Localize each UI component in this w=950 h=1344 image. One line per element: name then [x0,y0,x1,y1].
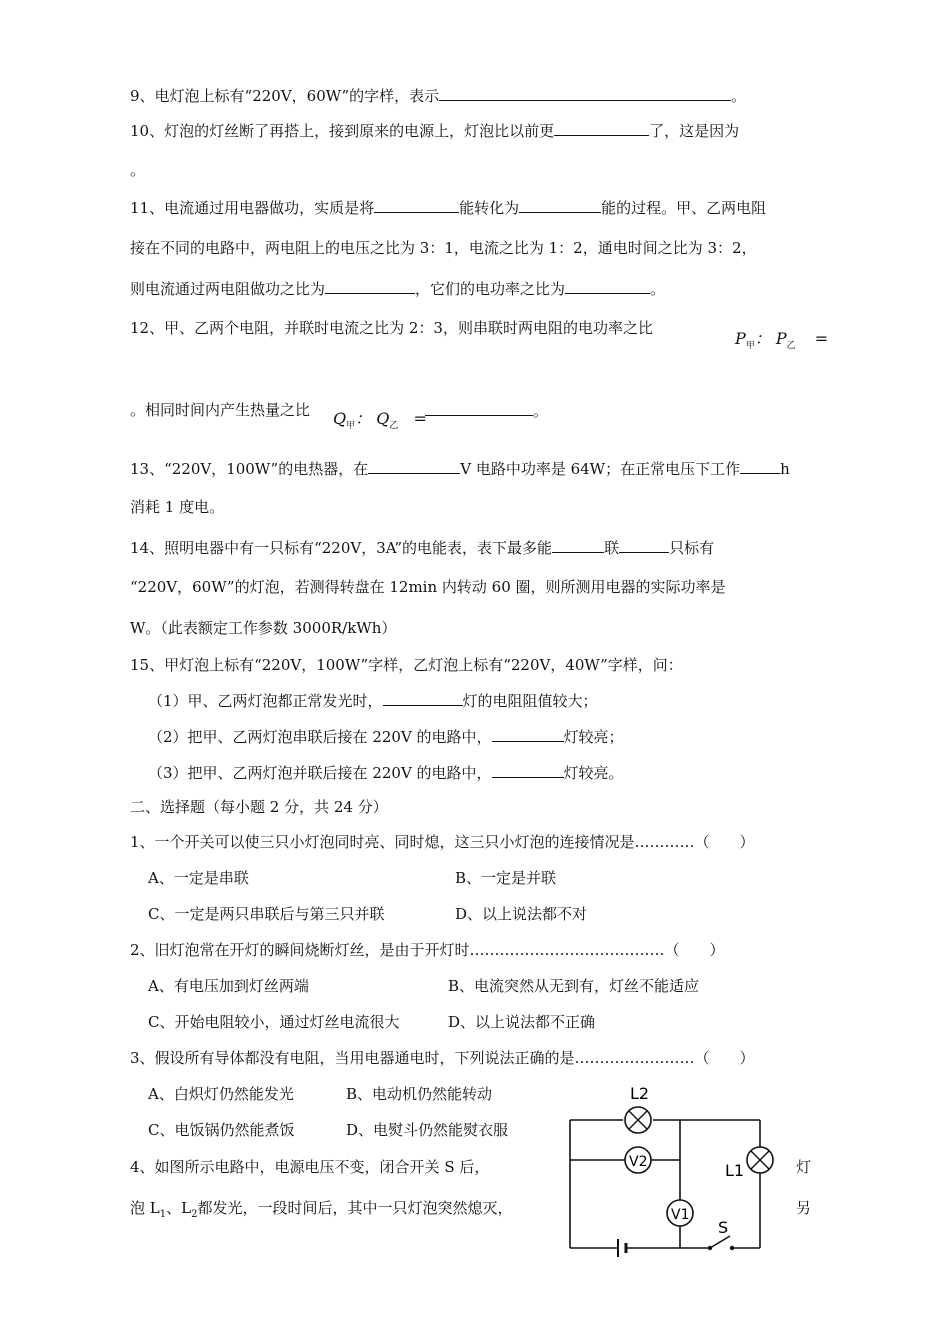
q13-text-b: V 电路中功率是 64W；在正常电压下工作 [460,460,741,478]
q13-blank1[interactable] [368,458,460,474]
lamp-l2-label: L2 [630,1084,650,1103]
c1-stem [130,832,755,852]
q14-text-line3: W。（此表额定工作参数 3000R/kWh） [130,619,397,637]
c4-text-c: 都发光，一段时间后，其中一只灯泡突然熄灭， [197,1199,513,1217]
q15-sub3-text: （3）把甲、乙两灯泡并联后接在 220V 的电路中， [148,764,492,782]
q15-sub3-end: 灯较亮。 [563,764,624,782]
q14-text-b: 联 [604,539,620,557]
ratio-colon: ： [754,329,771,348]
section2-text: 二、选择题（每小题 2 分，共 24 分） [130,798,388,816]
q15-stem-text: 15、甲灯泡上标有“220V，100W”字样，乙灯泡上标有“220V，40W”字样，问： [130,656,683,674]
q14-blank2[interactable] [619,537,669,553]
p-symbol-yi: P [775,329,787,348]
q14-line1 [130,537,714,558]
q9-line [130,85,746,106]
q15-blank3[interactable] [492,762,564,778]
q11-blank2[interactable] [519,197,601,213]
q14-text-a: 14、照明电器中有一只标有“220V，3A”的电能表，表下最多能 [130,539,553,557]
yi-subscript: 乙 [786,341,796,351]
c4-sub2: 2 [191,1209,198,1220]
q11-text-line3b: ，它们的电功率之比为 [415,280,566,298]
battery-icon [618,1239,626,1257]
q9-blank[interactable] [439,85,731,101]
c1-option-a[interactable]: A、一定是串联 [148,869,249,887]
q12-power-ratio [735,326,828,351]
q15-sub1 [148,690,598,711]
c2-stem-text: 2、旧灯泡常在开灯的瞬间烧断灯丝，是由于开灯时…………………………………（ ） [130,941,725,959]
jia-subscript: 甲 [745,341,755,351]
q14-blank1[interactable] [552,537,604,553]
q11-text-c: 能的过程。甲、乙两电阻 [601,199,767,217]
q12-text: 12、甲、乙两个电阻，并联时电流之比为 2：3，则串联时两电阻的电功率之比 [130,319,653,337]
c4-line1-tail: 灯 [796,1158,812,1176]
c1-option-c[interactable]: C、一定是两只串联后与第三只并联 [148,905,385,923]
q13-blank2[interactable] [740,458,780,474]
circuit-diagram [560,1075,790,1260]
q13-line2 [130,497,224,517]
q-jia-subscript: 甲 [346,421,356,431]
q12-end: 。 [533,402,549,420]
q14-line2 [130,577,726,597]
c4-sub1: 1 [159,1209,167,1220]
c2-option-b[interactable]: B、电流突然从无到有，灯丝不能适应 [448,977,700,995]
lamp-l1-icon [747,1147,773,1173]
c3-option-a[interactable]: A、白炽灯仍然能发光 [148,1085,294,1103]
q12-line1 [130,318,653,338]
q15-sub1-text: （1）甲、乙两灯泡都正常发光时， [148,692,383,710]
q10-blank[interactable] [554,120,649,136]
q11-text-line2: 接在不同的电路中，两电阻上的电压之比为 3：1，电流之比为 1：2，通电时间之比为 3：2， [130,239,757,257]
q9-end: 。 [731,87,747,105]
c4-line1 [130,1157,489,1177]
q12-heat-ratio [333,406,427,431]
voltmeter-v1-label: V1 [671,1207,690,1223]
c4-line2-tail: 另 [796,1199,812,1217]
q12-heat-text: 。相同时间内产生热量之比 [130,401,311,419]
q12-blank-row [425,400,548,421]
switch-icon [708,1236,734,1250]
section2-title [130,797,388,817]
c2-stem [130,940,725,960]
c4-line2 [130,1198,512,1225]
c4-text-a: 泡 L [130,1199,160,1217]
c2-option-c[interactable]: C、开始电阻较小，通过灯丝电流很大 [148,1013,400,1031]
q13-text-line2: 消耗 1 度电。 [130,498,225,516]
c3-option-d[interactable]: D、电熨斗仍然能熨衣服 [346,1121,509,1139]
c4-text-b: 、L [166,1199,192,1217]
c2-option-d[interactable]: D、以上说法都不正确 [448,1013,596,1031]
q11-text-line3a: 则电流通过两电阻做功之比为 [130,280,326,298]
equals-sign: = [814,329,829,348]
q-symbol-jia: Q [333,409,347,428]
q11-line3 [130,278,665,299]
q10-text-after: 了，这是因为 [649,122,740,140]
q11-line2 [130,238,757,258]
q12-line2 [130,400,310,420]
q11-text-line3c: 。 [650,280,666,298]
q11-blank3[interactable] [325,278,415,294]
c1-option-d[interactable]: D、以上说法都不对 [455,905,588,923]
lamp-l1-label: L1 [725,1161,745,1180]
q13-text-a: 13、“220V，100W”的电热器，在 [130,460,369,478]
q15-sub2-text: （2）把甲、乙两灯泡串联后接在 220V 的电路中， [148,728,492,746]
q14-text-line2: “220V，60W”的灯泡，若测得转盘在 12min 内转动 60 圈，则所测用电器的实际功率是 [130,578,726,596]
q15-sub2-end: 灯较亮； [563,728,624,746]
q15-sub3 [148,762,624,783]
q13-line1 [130,458,790,479]
c3-option-c[interactable]: C、电饭锅仍然能煮饭 [148,1121,295,1139]
q-symbol-yi: Q [376,409,390,428]
c4-text-line1: 4、如图所示电路中，电源电压不变，闭合开关 S 后， [130,1158,490,1176]
q15-sub1-end: 灯的电阻阻值较大； [462,692,598,710]
q14-line3 [130,618,396,638]
heat-equals-sign: = [413,409,427,428]
c3-option-b[interactable]: B、电动机仍然能转动 [346,1085,493,1103]
q10-line1 [130,120,739,141]
c3-stem [130,1048,755,1068]
q15-sub2 [148,726,624,747]
voltmeter-v2-label: V2 [629,1154,648,1170]
q11-line1 [130,197,766,218]
q11-blank1[interactable] [374,197,459,213]
q9-text: 9、电灯泡上标有“220V，60W”的字样，表示 [130,87,440,105]
q13-text-c: h [780,460,790,478]
q-yi-subscript: 乙 [389,421,399,431]
q11-text-b: 能转化为 [459,199,520,217]
q15-blank1[interactable] [383,690,463,706]
c3-stem-text: 3、假设所有导体都没有电阻，当用电器通电时，下列说法正确的是……………………（ ） [130,1049,755,1067]
q10-line2 [130,160,145,180]
switch-label: S [718,1218,729,1237]
q15-stem [130,655,683,675]
c1-option-b[interactable]: B、一定是并联 [455,869,557,887]
heat-ratio-colon: ： [355,409,372,428]
q14-text-c: 只标有 [669,539,715,557]
p-symbol-jia: P [735,329,746,348]
q12-blank[interactable] [425,400,533,416]
q11-blank4[interactable] [565,278,650,294]
q15-blank2[interactable] [492,726,564,742]
q10-end: 。 [130,161,146,179]
c1-stem-text: 1、一个开关可以使三只小灯泡同时亮、同时熄，这三只小灯泡的连接情况是…………（ ） [130,833,755,851]
lamp-l2-icon [625,1107,651,1133]
q10-text: 10、灯泡的灯丝断了再搭上，接到原来的电源上，灯泡比以前更 [130,122,555,140]
q11-text-a: 11、电流通过用电器做功，实质是将 [130,199,375,217]
c2-option-a[interactable]: A、有电压加到灯丝两端 [148,977,309,995]
